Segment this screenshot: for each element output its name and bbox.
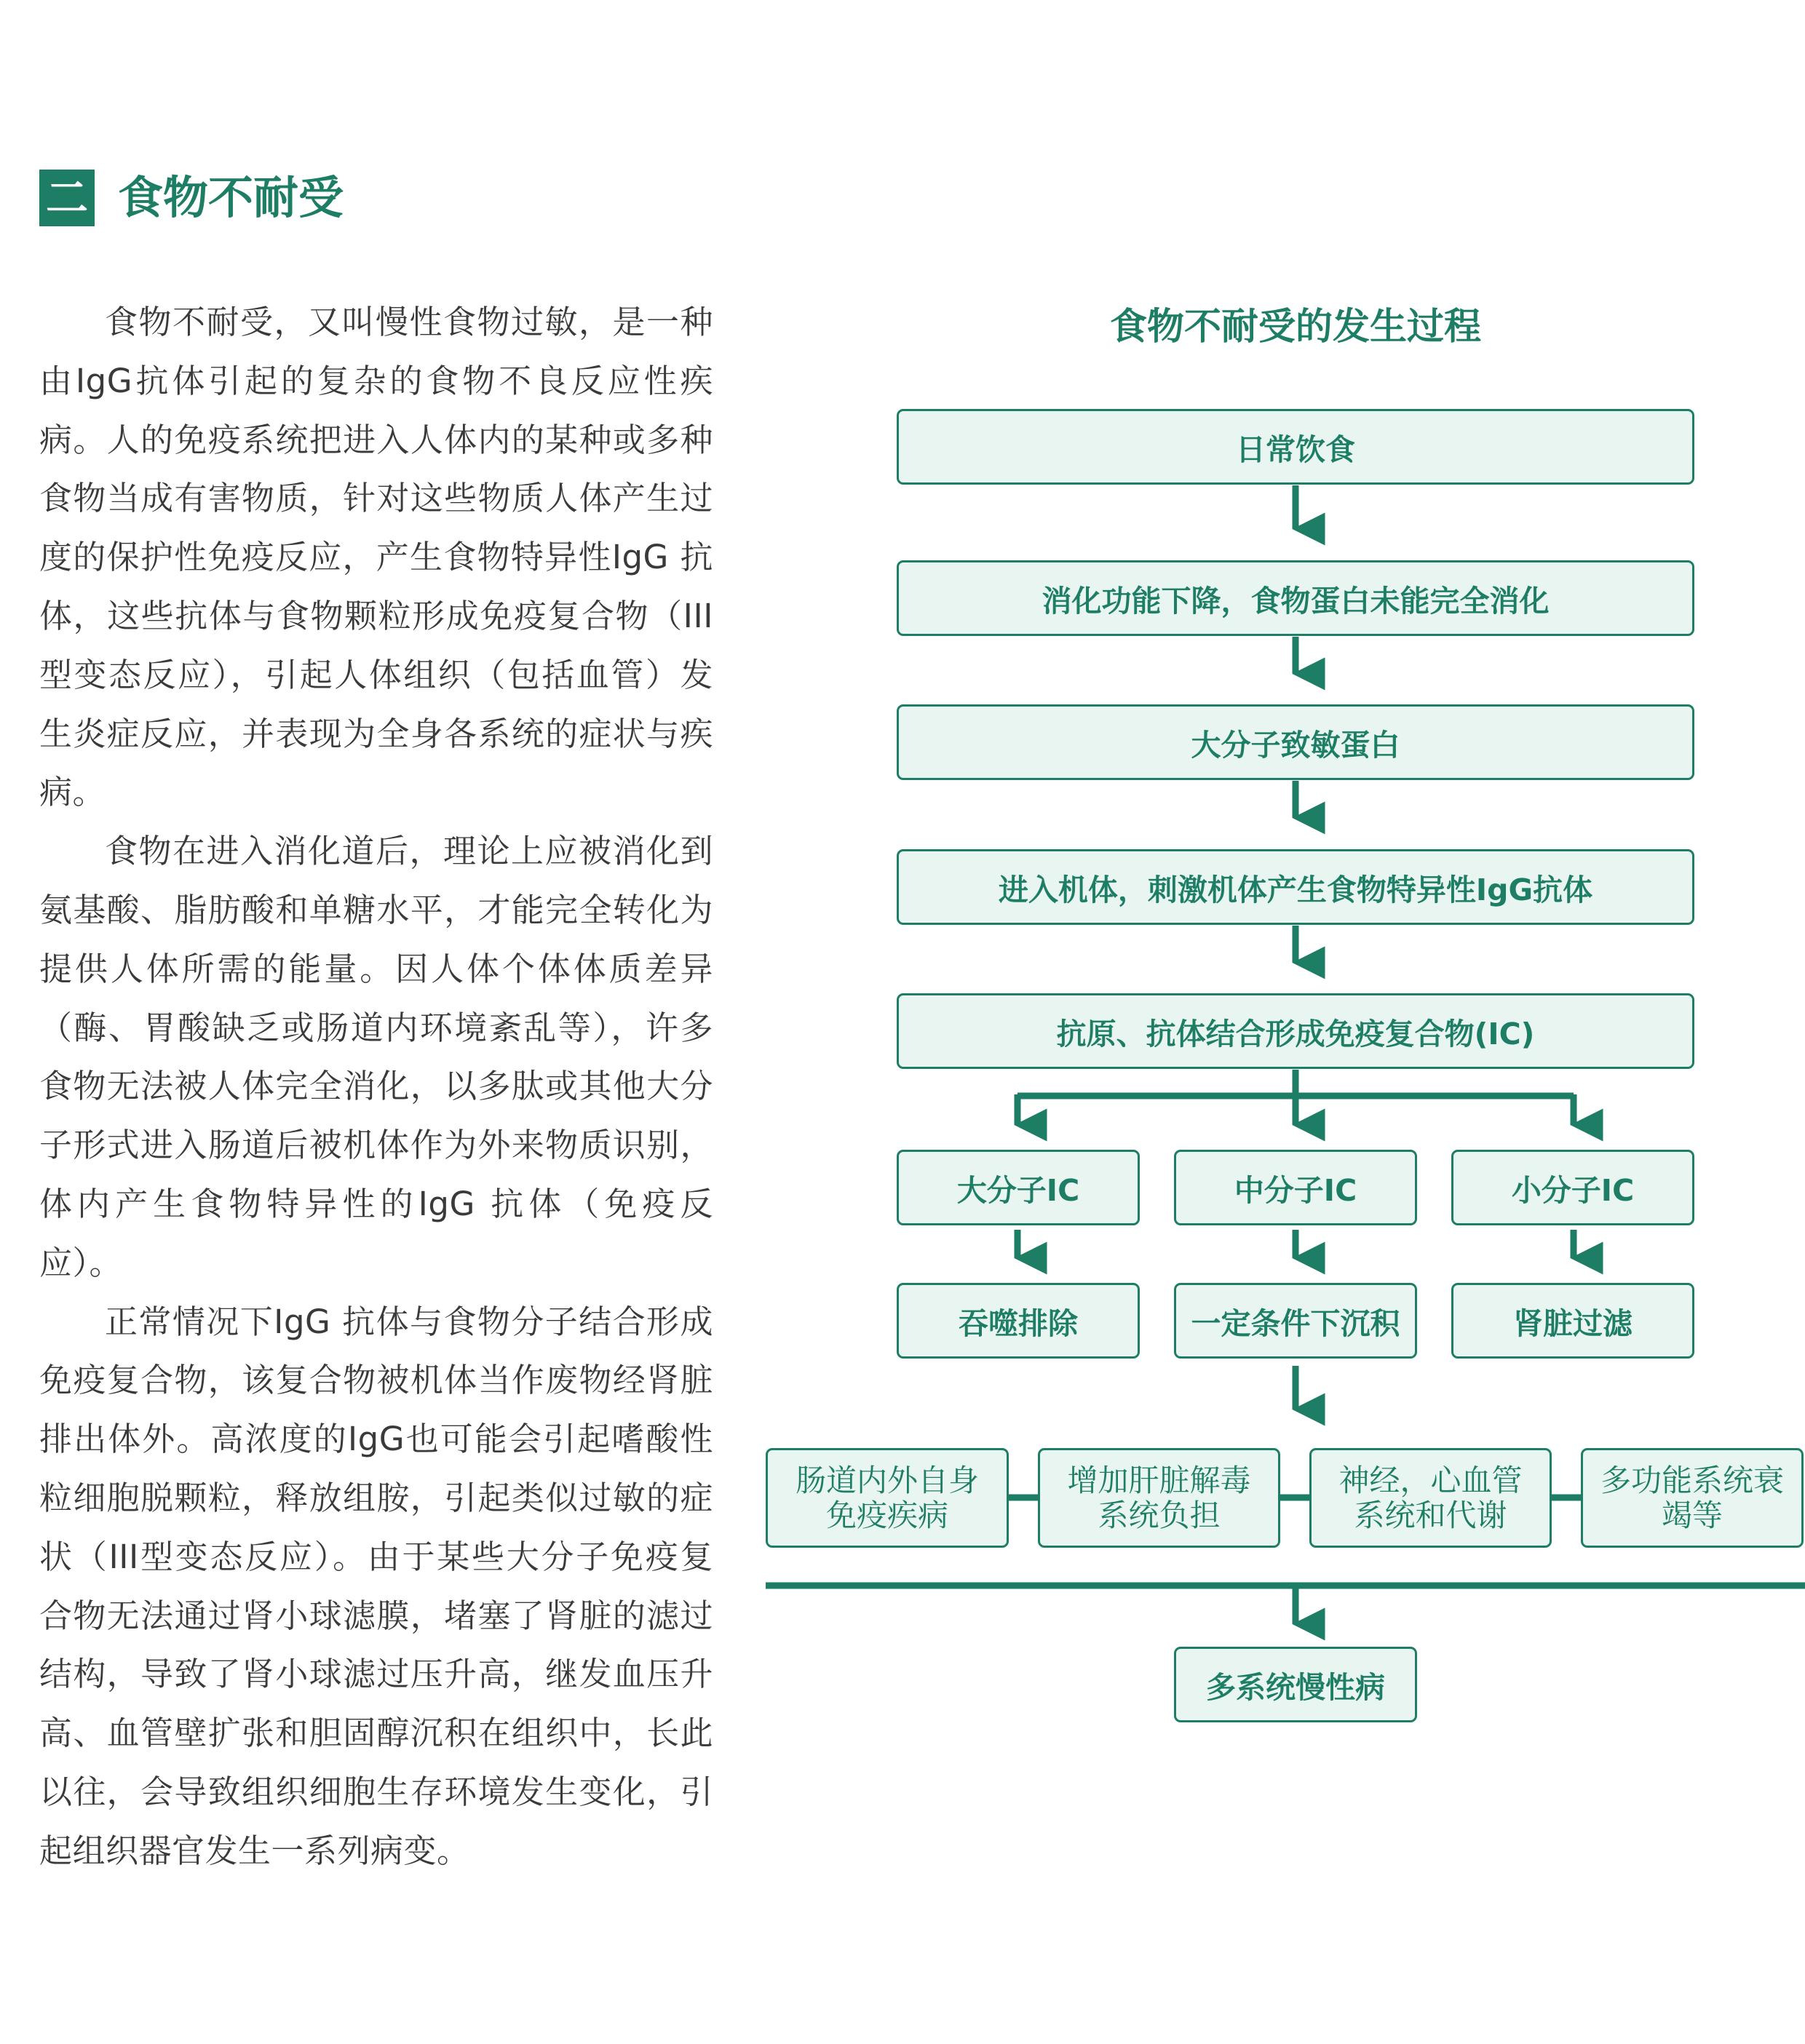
article-paragraph: 正常情况下IgG 抗体与食物分子结合形成免疫复合物，该复合物被机体当作废物经肾脏排出体外。高浓度的IgG也可能会引起嗜酸性粒细胞脱颗粒，释放组胺，引起类似过敏的症状（III型变态反应）。由于某些大分子免疫复合物无法通过肾小球滤膜，堵塞了肾脏的滤过结构，导致了肾小球滤过压升高，继发血压升高、血管壁扩张和胆固醇沉积在组织中，长此以往，会导致组织细胞生存环境发生变化，引起组织器官发生一系列病变。 xyxy=(39,1302,713,1870)
section-number-badge: 二 xyxy=(39,170,95,226)
section-title: 食物不耐受 xyxy=(118,171,344,224)
article-paragraph: 食物在进入消化道后，理论上应被消化到氨基酸、脂肪酸和单糖水平，才能完全转化为提供人体所需的能量。因人体个体体质差异（酶、胃酸缺乏或肠道内环境紊乱等），许多食物无法被人体完全消化，以多肽或其他大分子形式进入肠道后被机体作为外来物质识别，体内产生食物特异性的IgG 抗体（免疫反应）。 xyxy=(39,832,713,1282)
article-paragraph: 食物不耐受，又叫慢性食物过敏，是一种由IgG抗体引起的复杂的食物不良反应性疾病。人的免疫系统把进入人体内的某种或多种食物当成有害物质，针对这些物质人体产生过度的保护性免疫反应，产生食物特异性IgG 抗体，这些抗体与食物颗粒形成免疫复合物（III型变态反应），引起人体组织（包括血管）发生炎症反应，并表现为全身各系统的症状与疾病。 xyxy=(39,303,713,812)
flow-outcome-phagocytosis: 吞噬排除 xyxy=(897,1283,1140,1359)
flow-ic-medium: 中分子IC xyxy=(1174,1150,1417,1225)
flow-effect-liver-burden: 增加肝脏解毒系统负担 xyxy=(1038,1448,1280,1548)
flow-step-immune-complex: 抗原、抗体结合形成免疫复合物(IC) xyxy=(897,993,1694,1069)
flow-ic-small: 小分子IC xyxy=(1451,1150,1694,1225)
flow-step-macromolecule-allergen: 大分子致敏蛋白 xyxy=(897,704,1694,780)
flow-step-igg-antibody: 进入机体，刺激机体产生食物特异性IgG抗体 xyxy=(897,849,1694,925)
flow-ic-large: 大分子IC xyxy=(897,1150,1140,1225)
flowchart-title: 食物不耐受的发生过程 xyxy=(1109,306,1481,349)
flow-result-chronic-disease: 多系统慢性病 xyxy=(1174,1647,1417,1722)
flow-effect-autoimmune: 肠道内外自身免疫疾病 xyxy=(766,1448,1009,1548)
flow-outcome-renal-filtration: 肾脏过滤 xyxy=(1451,1283,1694,1359)
flow-step-daily-diet: 日常饮食 xyxy=(897,409,1694,485)
flow-effect-nerve-cardio: 神经，心血管系统和代谢 xyxy=(1309,1448,1552,1548)
flow-step-indigestion: 消化功能下降，食物蛋白未能完全消化 xyxy=(897,560,1694,636)
flow-effect-multi-organ-failure: 多功能系统衰竭等 xyxy=(1581,1448,1804,1548)
flow-outcome-deposition: 一定条件下沉积 xyxy=(1174,1283,1417,1359)
